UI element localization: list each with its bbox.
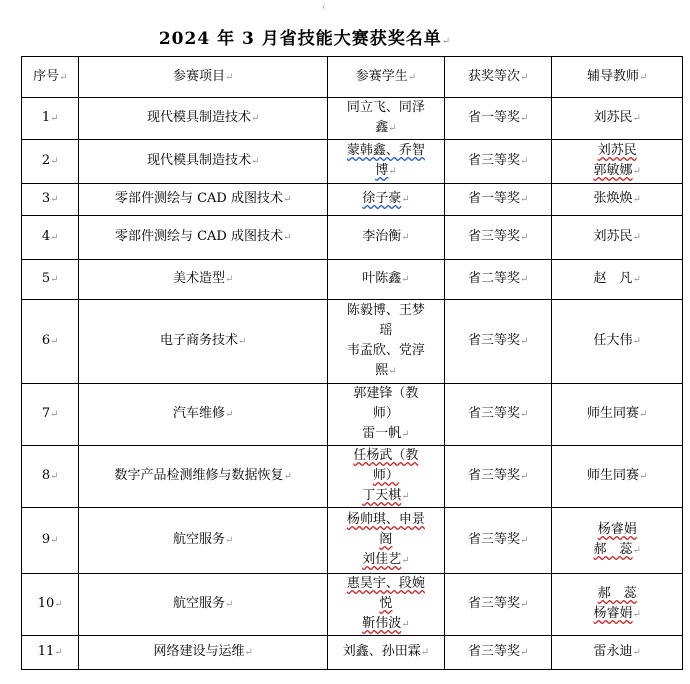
table-row	[22, 300, 683, 384]
cell-teachers-text: 杨睿娟	[593, 606, 633, 621]
header-no: 序号↵	[22, 57, 79, 98]
cell-teachers-text: 赵 凡	[593, 271, 633, 286]
cell-award-text: 省三等奖	[467, 333, 520, 348]
return-mark: ↵	[237, 336, 247, 347]
award-table	[21, 56, 683, 670]
cell-students-text: 同立飞、同泽	[346, 100, 425, 115]
cell-no-text: 9	[41, 532, 51, 547]
cell-project	[79, 184, 328, 216]
cell-teachers-text: 雷永迪	[593, 644, 633, 659]
cell-teachers-text: 刘苏民	[597, 143, 637, 158]
cell-project-text: 现代模具制造技术	[146, 153, 251, 168]
return-mark: ↵	[632, 274, 641, 285]
return-mark: ↵	[519, 599, 529, 610]
return-mark: ↵	[519, 194, 529, 205]
table-row	[22, 384, 683, 446]
cell-students-text: 师）	[372, 468, 399, 483]
cell-award-text: 省一等奖	[467, 110, 520, 125]
cell-students-text: 李治衡	[362, 229, 402, 244]
cell-students-text: 靳伟波	[362, 616, 402, 631]
cell-project	[79, 300, 328, 384]
table-row	[22, 98, 683, 140]
return-mark: ↵	[224, 535, 234, 546]
return-mark: ↵	[639, 409, 648, 420]
cell-students-text: 鑫	[375, 120, 389, 135]
cell-teachers-text: 郝 蕊	[597, 586, 637, 601]
cell-teachers-text: 师生同赛	[587, 406, 640, 421]
return-mark: ↵	[244, 647, 253, 658]
return-mark: ↵	[639, 471, 648, 482]
return-mark: ↵	[283, 471, 292, 482]
cell-award	[444, 98, 552, 140]
table-row	[22, 446, 683, 508]
cell-teachers-text: 杨睿娟	[597, 522, 637, 537]
cell-students	[327, 508, 444, 574]
return-mark: ↵	[250, 113, 260, 124]
cell-no-text: 3	[41, 191, 51, 206]
cell-award	[444, 216, 552, 260]
cell-students-text: 叶陈鑫	[362, 271, 402, 286]
cell-project-text: 航空服务	[172, 532, 225, 547]
cell-students-text: 惠昊宇、段婉	[346, 576, 425, 591]
cell-no	[22, 98, 79, 140]
cell-students-text: 博	[375, 163, 389, 178]
cell-no	[22, 384, 79, 446]
cell-award	[444, 446, 552, 508]
cell-no	[22, 260, 79, 300]
cell-teachers	[552, 508, 683, 574]
return-mark: ↵	[283, 194, 292, 205]
title-text: 2024 年 3 月省技能大赛获奖名单	[158, 29, 442, 49]
cell-award	[444, 384, 552, 446]
return-mark: ↵	[388, 166, 397, 177]
cell-students	[327, 636, 444, 670]
cell-award	[444, 508, 552, 574]
cell-no-text: 2	[41, 153, 51, 168]
return-mark: ↵	[50, 232, 59, 243]
cell-project-text: 数字产品检测维修与数据恢复	[114, 468, 284, 483]
return-mark: ↵	[54, 599, 63, 610]
return-mark: ↵	[632, 113, 641, 124]
return-mark: ↵	[401, 274, 410, 285]
table-row	[22, 636, 683, 670]
cell-students	[327, 184, 444, 216]
cell-no-text: 8	[41, 468, 51, 483]
return-mark: ↵	[401, 619, 410, 630]
return-mark: ↵	[50, 535, 59, 546]
return-mark: ↵	[632, 609, 641, 620]
return-mark: ↵	[632, 545, 641, 556]
cell-students-text: 杨帅琪、申景	[346, 512, 425, 527]
cell-teachers-text: 刘苏民	[593, 110, 633, 125]
cell-project-text: 美术造型	[172, 271, 225, 286]
cell-teachers-text: 郭敏娜	[593, 163, 633, 178]
cell-award-text: 省三等奖	[467, 406, 520, 421]
return-mark: ↵	[283, 232, 292, 243]
cell-students	[327, 446, 444, 508]
cell-teachers-text: 郝 蕊	[593, 542, 633, 557]
cell-project-text: 汽车维修	[172, 406, 225, 421]
return-mark: ↵	[441, 36, 452, 47]
cell-project-text: 电子商务技术	[159, 333, 238, 348]
cell-students-text: 蒙韩鑫、乔智	[346, 143, 425, 158]
cell-students-text: 郭建锋（教	[353, 386, 419, 401]
cell-award	[444, 636, 552, 670]
cell-students-text: 师）	[372, 406, 399, 421]
cell-students	[327, 216, 444, 260]
cell-award-text: 省三等奖	[467, 153, 520, 168]
return-mark: ↵	[388, 366, 397, 377]
return-mark: ↵	[401, 555, 410, 566]
cell-award-text: 省三等奖	[467, 532, 520, 547]
return-mark: ↵	[224, 599, 234, 610]
paragraph-mark: ‹	[322, 2, 326, 13]
cell-students	[327, 140, 444, 184]
cell-award	[444, 260, 552, 300]
cell-no-text: 4	[41, 229, 51, 244]
cell-award-text: 省一等奖	[467, 191, 520, 206]
return-mark: ↵	[401, 194, 410, 205]
cell-students-text: 韦孟欣、党淳	[346, 343, 425, 358]
return-mark: ↵	[50, 471, 59, 482]
cell-teachers-text: 任大伟	[593, 333, 633, 348]
cell-no	[22, 300, 79, 384]
cell-project	[79, 216, 328, 260]
cell-teachers	[552, 216, 683, 260]
cell-students	[327, 384, 444, 446]
cell-students	[327, 260, 444, 300]
cell-award	[444, 184, 552, 216]
cell-no-text: 5	[41, 271, 51, 286]
cell-award	[444, 140, 552, 184]
cell-project	[79, 446, 328, 508]
cell-project	[79, 98, 328, 140]
return-mark: ↵	[632, 336, 641, 347]
cell-award-text: 省三等奖	[467, 229, 520, 244]
cell-students-text: 丁天棋	[362, 488, 402, 503]
return-mark: ↵	[519, 535, 529, 546]
return-mark: ↵	[50, 274, 59, 285]
cell-students-text: 瑶	[379, 323, 393, 338]
table-row	[22, 216, 683, 260]
return-mark: ↵	[519, 409, 529, 420]
document-title	[0, 24, 610, 49]
return-mark: ↵	[632, 166, 641, 177]
cell-students	[327, 574, 444, 636]
cell-students-text: 雷一帆	[362, 426, 402, 441]
cell-teachers	[552, 184, 683, 216]
return-mark: ↵	[388, 123, 397, 134]
cell-teachers	[552, 98, 683, 140]
cell-award-text: 省三等奖	[467, 596, 520, 611]
cell-no-text: 10	[37, 596, 55, 611]
cell-no-text: 6	[41, 333, 51, 348]
cell-students-text: 徐子豪	[362, 191, 402, 206]
return-mark: ↵	[401, 429, 410, 440]
cell-project	[79, 260, 328, 300]
header-award: 获奖等次↵	[444, 57, 552, 98]
return-mark: ↵	[401, 491, 410, 502]
cell-no	[22, 574, 79, 636]
cell-students-text: 刘鑫、孙田霖	[342, 644, 421, 659]
return-mark: ↵	[224, 409, 234, 420]
return-mark: ↵	[519, 471, 529, 482]
cell-no	[22, 216, 79, 260]
cell-students-text: 任杨武（教	[353, 448, 419, 463]
header-teachers: 辅导教师↵	[552, 57, 683, 98]
cell-award-text: 省三等奖	[467, 644, 520, 659]
cell-no-text: 1	[41, 110, 51, 125]
table-header-row	[22, 57, 683, 98]
return-mark: ↵	[50, 336, 59, 347]
cell-project-text: 航空服务	[172, 596, 225, 611]
return-mark: ↵	[519, 113, 529, 124]
cell-no	[22, 508, 79, 574]
cell-project	[79, 384, 328, 446]
cell-students-text: 陈毅博、王梦	[346, 303, 425, 318]
return-mark: ↵	[224, 274, 234, 285]
return-mark: ↵	[632, 647, 641, 658]
return-mark: ↵	[50, 194, 59, 205]
cell-students-text: 熙	[375, 363, 389, 378]
cell-project-text: 零部件测绘与 CAD 成图技术	[114, 229, 283, 244]
cell-no	[22, 446, 79, 508]
cell-teachers-text: 师生同赛	[587, 468, 640, 483]
cell-project-text: 零部件测绘与 CAD 成图技术	[114, 191, 283, 206]
return-mark: ↵	[250, 156, 260, 167]
return-mark: ↵	[420, 647, 430, 658]
cell-award	[444, 300, 552, 384]
return-mark: ↵	[50, 156, 59, 167]
cell-project	[79, 574, 328, 636]
cell-project-text: 现代模具制造技术	[146, 110, 251, 125]
return-mark: ↵	[519, 336, 529, 347]
return-mark: ↵	[519, 156, 529, 167]
cell-no-text: 11	[37, 644, 55, 659]
cell-teachers	[552, 574, 683, 636]
table-row	[22, 574, 683, 636]
cell-award-text: 省二等奖	[467, 271, 520, 286]
cell-teachers-text: 张焕焕	[593, 191, 633, 206]
cell-students-text: 刘佳艺	[362, 552, 402, 567]
cell-project-text: 网络建设与运维	[153, 644, 245, 659]
cell-teachers	[552, 636, 683, 670]
cell-students-text: 阁	[379, 532, 393, 547]
return-mark: ↵	[50, 113, 59, 124]
table-row	[22, 508, 683, 574]
cell-no	[22, 184, 79, 216]
cell-project	[79, 636, 328, 670]
cell-students	[327, 300, 444, 384]
return-mark: ↵	[519, 647, 529, 658]
cell-students	[327, 98, 444, 140]
cell-teachers	[552, 446, 683, 508]
return-mark: ↵	[519, 232, 529, 243]
cell-award	[444, 574, 552, 636]
table-row	[22, 184, 683, 216]
return-mark: ↵	[401, 232, 410, 243]
cell-no	[22, 140, 79, 184]
return-mark: ↵	[50, 409, 59, 420]
return-mark: ↵	[632, 194, 641, 205]
cell-teachers-text: 刘苏民	[593, 229, 633, 244]
cell-teachers	[552, 384, 683, 446]
header-project: 参赛项目↵	[79, 57, 328, 98]
return-mark: ↵	[54, 647, 63, 658]
cell-no-text: 7	[41, 406, 51, 421]
cell-students-text: 悦	[379, 596, 393, 611]
header-students: 参赛学生↵	[327, 57, 444, 98]
table-row	[22, 140, 683, 184]
cell-teachers	[552, 300, 683, 384]
table-row	[22, 260, 683, 300]
return-mark: ↵	[519, 274, 529, 285]
cell-teachers	[552, 140, 683, 184]
cell-award-text: 省三等奖	[467, 468, 520, 483]
cell-teachers	[552, 260, 683, 300]
cell-no	[22, 636, 79, 670]
cell-project	[79, 140, 328, 184]
return-mark: ↵	[632, 232, 641, 243]
cell-project	[79, 508, 328, 574]
